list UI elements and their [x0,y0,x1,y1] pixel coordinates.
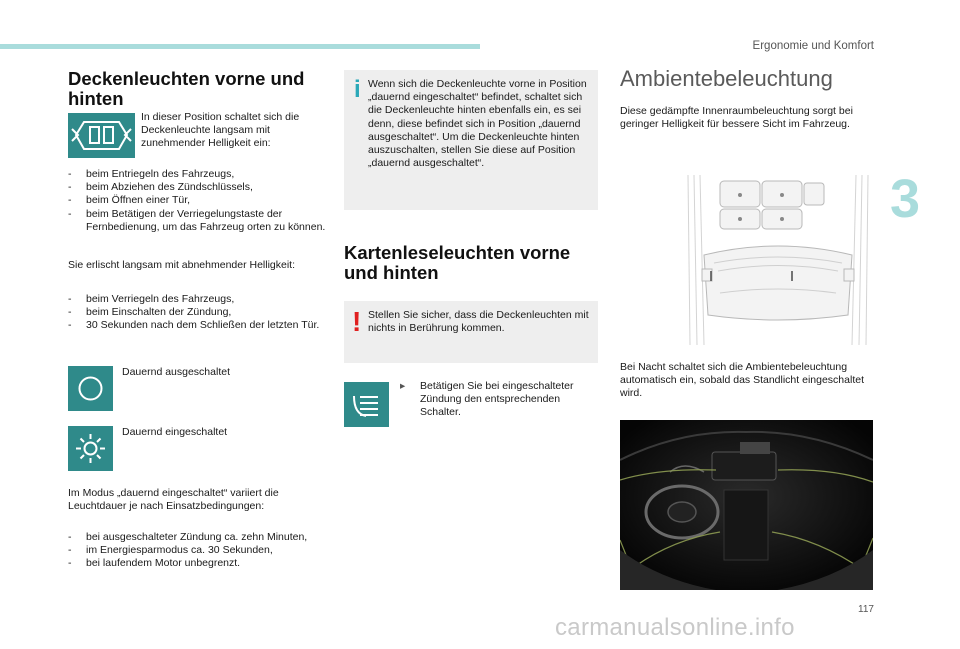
list-switch-off-conditions [68,293,326,333]
intro-text: In dieser Position schaltet sich die Deckenleuchte langsam mit zunehmender Helligkeit ein: [141,111,300,150]
fade-out-text: Sie erlischt langsam mit abnehmender Helligkeit: [68,259,296,271]
list-item: - im Energiesparmodus ca. 30 Sekunden, [68,544,326,557]
ambient-night-text: Bei Nacht schaltet sich die Ambientebeleuchtung automatisch ein, sobald das Standlicht eingeschaltet wird. [620,361,864,400]
list-item: - 30 Sekunden nach dem Schließen der letzten Tür. [68,319,326,332]
list-item: - beim Öffnen einer Tür, [68,194,326,207]
list-item: - bei ausgeschalteter Zündung ca. zehn Minuten, [68,531,326,544]
list-item: - beim Verriegeln des Fahrzeugs, [68,293,326,306]
on-label: Dauernd eingeschaltet [122,426,228,438]
info-box [344,70,598,210]
light-off-icon [68,366,113,411]
list-durations [68,531,326,571]
section-title: Ergonomie und Komfort [752,40,874,52]
heading-ambientebeleuchtung: Ambientebeleuchtung [620,66,833,91]
list-item: - beim Betätigen der Verriegelungstaste der Fernbedienung, um das Fahrzeug orten zu können. [68,208,326,234]
watermark: carmanualsonline.info [555,614,795,641]
instruction-text: Betätigen Sie bei eingeschalteter Zündung den entsprechenden Schalter. [420,380,574,419]
light-on-icon [68,426,113,471]
list-item: - bei laufendem Motor unbegrenzt. [68,557,326,570]
list-item: - beim Einschalten der Zündung, [68,306,326,319]
heading-deckenleuchten: Deckenleuchten vorne und hinten [68,68,305,109]
list-switch-on-conditions [68,168,326,234]
bullet-marker: ▸ [400,380,406,392]
info-icon: i [354,76,361,103]
warning-box [344,301,598,363]
chapter-number: 3 [889,169,920,229]
reading-light-icon [344,382,389,427]
cockpit-ambient-image [620,420,873,590]
info-text: Wenn sich die Deckenleuchte vorne in Position „dauernd eingeschaltet“ befindet, schaltet sich die Deckenleuchte hinten ebenfalls ein, es sei denn, diese befindet sich in Position „dauernd ausgeschaltet“. Um die Deckenleuchte hinten auszuschalten, stellen Sie diese auf Position „dauernd ausgeschaltet“. [368,78,587,170]
heading-kartenleseleuchten: Kartenleseleuchten vorne und hinten [344,242,571,283]
overhead-console-image [684,175,872,345]
page-number: 117 [858,604,874,615]
list-item: - beim Abziehen des Zündschlüssels, [68,181,326,194]
warning-icon: ! [352,306,362,337]
duration-text: Im Modus „dauernd eingeschaltet“ variiert die Leuchtdauer je nach Einsatzbedingungen: [68,487,279,513]
ambient-intro-text: Diese gedämpfte Innenraumbeleuchtung sorgt bei geringer Helligkeit für bessere Sicht im Fahrzeug. [620,105,853,131]
warning-text: Stellen Sie sicher, dass die Deckenleuchten mit nichts in Berührung kommen. [368,309,589,335]
off-label: Dauernd ausgeschaltet [122,366,230,378]
list-item: - beim Entriegeln des Fahrzeugs, [68,168,326,181]
header-accent-bar [0,44,480,49]
dome-light-door-icon [68,113,135,158]
